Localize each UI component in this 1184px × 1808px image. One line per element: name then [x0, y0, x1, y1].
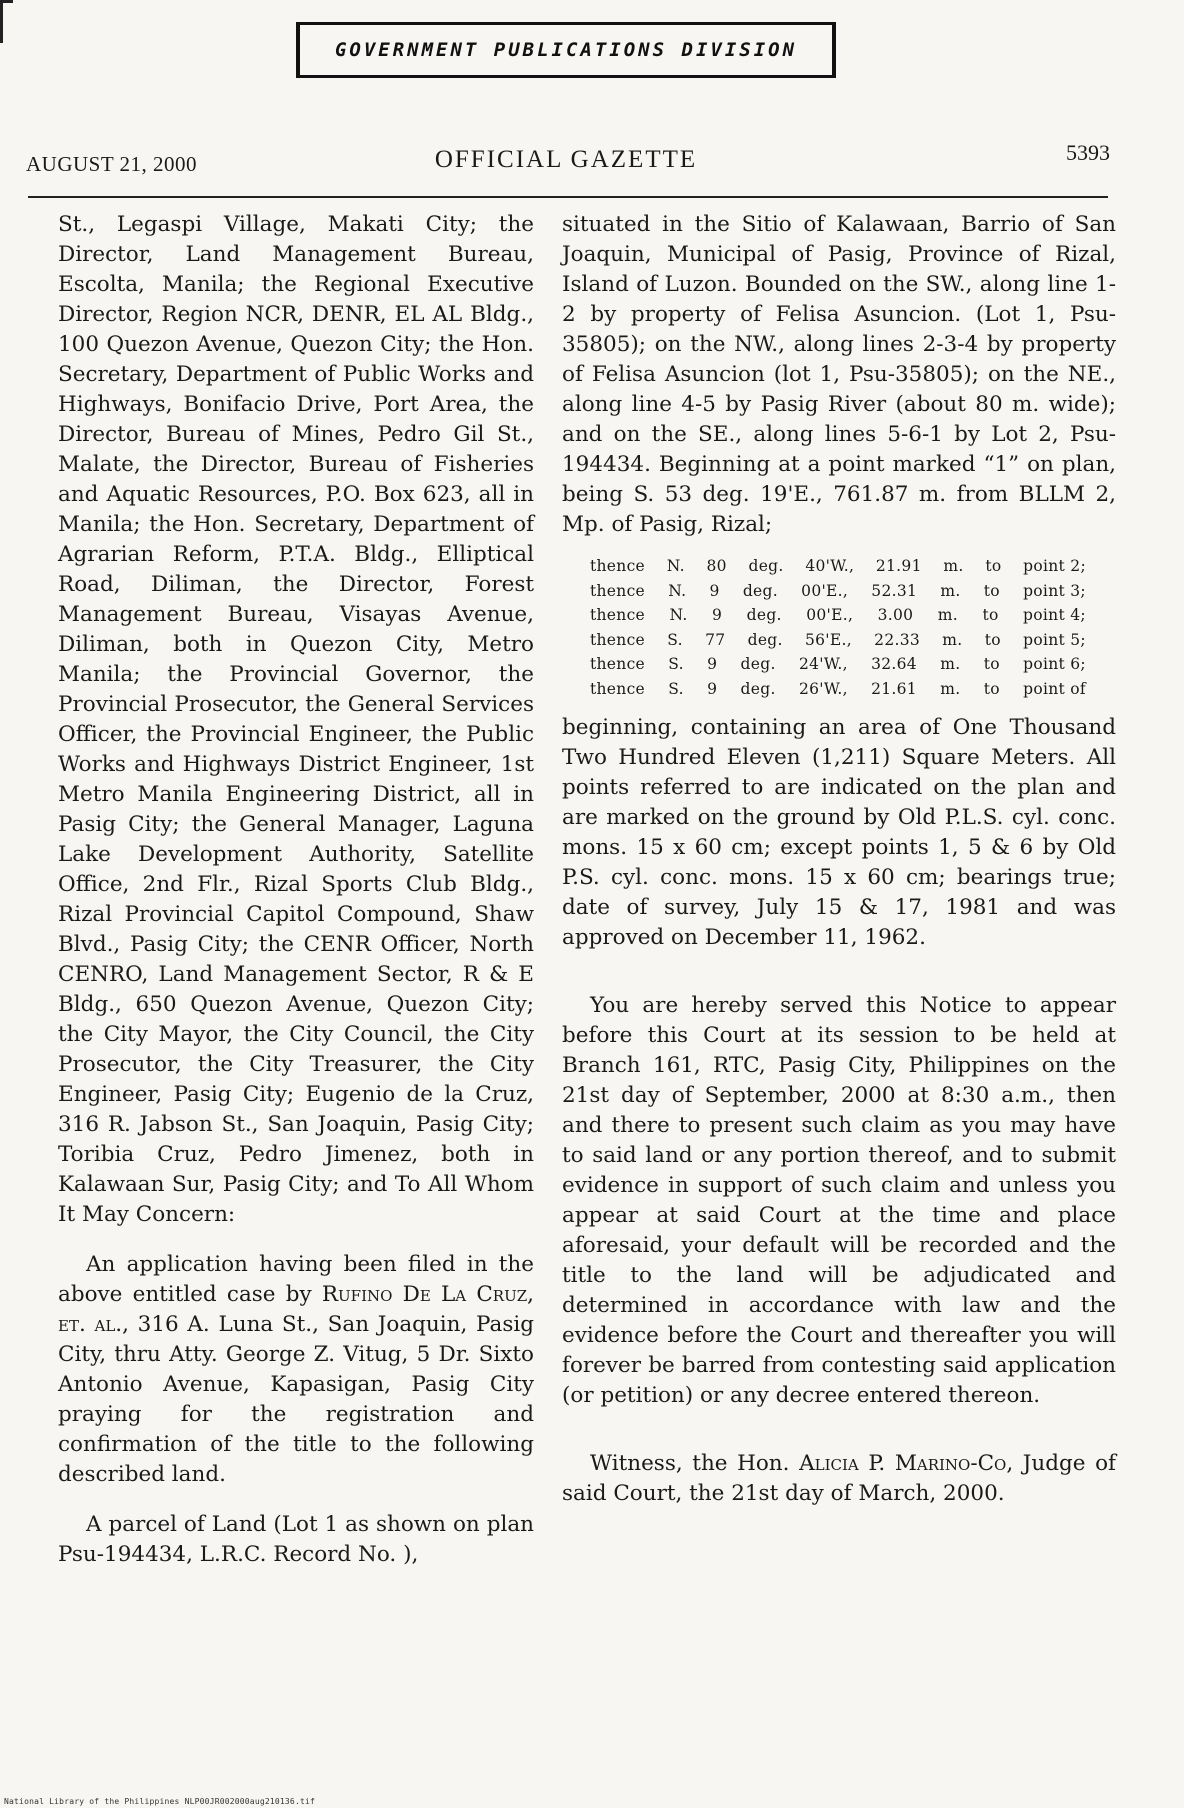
application-text-end: , 316 A. Luna St., San Joaquin, Pasig City, thru Atty. George Z. Vitug, 5 Dr. Sixto Antonio Avenue, Kapasigan, Pasig City praying for the registration and confirmation of the title to the following described land.: [58, 1312, 534, 1487]
course-min: 00'E.,: [801, 581, 849, 600]
page-header: [22, 140, 1110, 184]
course-unit: m.: [940, 655, 961, 673]
survey-course-row: [590, 603, 1086, 628]
survey-course-row: [590, 554, 1086, 579]
government-publications-stamp: [296, 22, 836, 78]
course-dist: 21.61: [871, 679, 917, 698]
course-min: 40'W.,: [805, 557, 855, 575]
course-deg: 80: [706, 557, 727, 575]
course-dir: N.: [666, 557, 685, 575]
course-dist: 32.64: [871, 655, 917, 673]
course-dist: 22.33: [874, 630, 921, 649]
course-to: to: [985, 557, 1002, 575]
course-deg: 9: [712, 606, 723, 624]
course-degw: deg.: [746, 606, 782, 624]
course-degw: deg.: [748, 557, 784, 575]
witness-text-end: , Judge of said Court, the 21st day of March, 2000.: [562, 1451, 1116, 1506]
course-min: 56'E.,: [804, 630, 852, 649]
course-dist: 52.31: [871, 581, 918, 600]
course-degw: deg.: [740, 679, 776, 698]
course-target: point 4;: [1023, 606, 1086, 624]
course-to: to: [983, 679, 1000, 698]
witness-text-start: Witness, the Hon.: [590, 1451, 800, 1476]
application-text-start: An application having been filed in the above entitled case by: [58, 1252, 534, 1307]
course-word: thence: [590, 630, 646, 649]
survey-courses-list: [590, 554, 1116, 701]
course-unit: m.: [943, 557, 964, 575]
course-word: thence: [590, 606, 646, 624]
course-unit: m.: [937, 606, 958, 624]
course-deg: 9: [707, 655, 718, 673]
course-to: to: [983, 581, 1000, 600]
course-degw: deg.: [747, 630, 783, 649]
course-target: point 3;: [1023, 581, 1086, 600]
course-word: thence: [590, 679, 646, 698]
course-min: 00'E.,: [806, 606, 854, 624]
issue-date: AUGUST 21, 2000: [26, 152, 198, 176]
course-deg: 9: [707, 679, 718, 698]
course-unit: m.: [940, 679, 961, 698]
course-dist: 3.00: [877, 606, 914, 624]
stamp-text: GOVERNMENT PUBLICATIONS DIVISION: [334, 39, 798, 61]
course-word: thence: [590, 581, 646, 600]
course-min: 26'W.,: [798, 679, 848, 698]
course-to: to: [982, 606, 999, 624]
witness-paragraph: [562, 1449, 1116, 1509]
applicant-name: Rufino De La Cruz, et. al.: [58, 1282, 534, 1337]
addressee-list-paragraph: St., Legaspi Village, Makati City; the Director, Land Management Bureau, Escolta, Manila; the Regional Executive Director, Region NCR, DENR, EL AL Bldg., 100 Quezon Avenue, Quezon City; the Hon. Secretary, Department of Public Works and Highways, Bonifacio Drive, Port Area, the Director, Bureau of Mines, Pedro Gil St., Malate, the Director, Bureau of Fisheries and Aquatic Resources, P.O. Box 623, all in Manila; the Hon. Secretary, Department of Agrarian Reform, P.T.A. Bldg., Elliptical Road, Diliman, the Director, Forest Management Bureau, Visayas Avenue, Diliman, both in Quezon City, Metro Manila; the Provincial Governor, the Provincial Prosecutor, the General Services Officer, the Provincial Engineer, the Public Works and Highways District Engineer, 1st Metro Manila Engineering District, all in Pasig City; the General Manager, Laguna Lake Development Authority, Satellite Office, 2nd Flr., Rizal Sports Club Bldg., Rizal Provincial Capitol Compound, Shaw Blvd., Pasig City; the CENR Officer, North CENRO, Land Management Sector, R & E Bldg., 650 Quezon Avenue, Quezon City; the City Mayor, the City Council, the City Prosecutor, the City Treasurer, the City Engineer, Pasig City; Eugenio de la Cruz, 316 R. Jabson St., San Joaquin, Pasig City; Toribia Cruz, Pedro Jimenez, both in Kalawaan Sur, Pasig City; and To All Whom It May Concern:: [58, 212, 534, 1227]
course-min: 24'W.,: [798, 655, 848, 673]
course-dist: 21.91: [875, 557, 922, 575]
course-unit: m.: [942, 630, 963, 649]
course-to: to: [983, 655, 1000, 673]
course-dir: N.: [668, 581, 687, 600]
course-degw: deg.: [742, 581, 778, 600]
notice-paragraph: You are hereby served this Notice to appear before this Court at its session to be held at Branch 161, RTC, Pasig City, Philippines on the 21st day of September, 2000 at 8:30 a.m., then and there to present such claim as you may have to said land or any portion thereof, and to submit evidence in support of such claim and unless you appear at said Court at the time and place aforesaid, your default will be recorded and the title to the land will be adjudicated and determined in accordance with law and the evidence before the Court and thereafter you will forever be barred from contesting said application (or petition) or any decree entered thereon.: [562, 993, 1116, 1408]
header-rule: [28, 196, 1108, 198]
course-deg: 9: [709, 581, 720, 600]
application-paragraph: [58, 1250, 534, 1490]
scan-corner-mark: [0, 0, 13, 43]
left-column: [58, 210, 534, 1570]
course-dir: S.: [667, 630, 683, 649]
course-target: point 6;: [1023, 655, 1086, 673]
course-to: to: [984, 630, 1001, 649]
survey-course-row: [590, 677, 1086, 702]
publication-title: OFFICIAL GAZETTE: [434, 146, 698, 173]
course-target: point of: [1023, 679, 1086, 698]
course-target: point 5;: [1023, 630, 1086, 649]
judge-name: Alicia P. Marino-Co: [799, 1451, 1007, 1476]
course-deg: 77: [705, 630, 726, 649]
land-description-paragraph: A parcel of Land (Lot 1 as shown on plan Psu-194434, L.R.C. Record No. ),: [58, 1512, 534, 1567]
course-degw: deg.: [740, 655, 776, 673]
course-target: point 2;: [1023, 557, 1086, 575]
course-dir: S.: [668, 655, 684, 673]
course-word: thence: [590, 655, 646, 673]
course-unit: m.: [940, 581, 961, 600]
land-location-paragraph: situated in the Sitio of Kalawaan, Barrio of San Joaquin, Municipal of Pasig, Province of Rizal, Island of Luzon. Bounded on the SW., along line 1-2 by property of Felisa Asuncion. (Lot 1, Psu-35805); on the NW., along lines 2-3-4 by property of Felisa Asuncion (lot 1, Psu-35805); on the NE., along line 4-5 by Pasig River (about 80 m. wide); and on the SE., along lines 5-6-1 by Lot 2, Psu-194434. Beginning at a point marked “1” on plan, being S. 53 deg. 19'E., 761.87 m. from BLLM 2, Mp. of Pasig, Rizal;: [562, 212, 1116, 537]
course-dir: S.: [668, 679, 684, 698]
survey-course-row: [590, 652, 1086, 677]
survey-course-row: [590, 628, 1086, 653]
course-dir: N.: [669, 606, 688, 624]
course-word: thence: [590, 557, 646, 575]
survey-course-row: [590, 579, 1086, 604]
right-column: [562, 210, 1116, 1509]
land-area-paragraph: beginning, containing an area of One Thousand Two Hundred Eleven (1,211) Square Meters. All points referred to are indicated on the plan and are marked on the ground by Old P.L.S. cyl. conc. mons. 15 x 60 cm; except points 1, 5 & 6 by Old P.S. cyl. conc. mons. 15 x 60 cm; bearings true; date of survey, July 15 & 17, 1981 and was approved on December 11, 1962.: [562, 715, 1116, 950]
page-number: 5393: [1066, 140, 1110, 165]
scan-source-note: National Library of the Philippines NLP00JR002000aug210136.tif: [4, 1797, 316, 1806]
